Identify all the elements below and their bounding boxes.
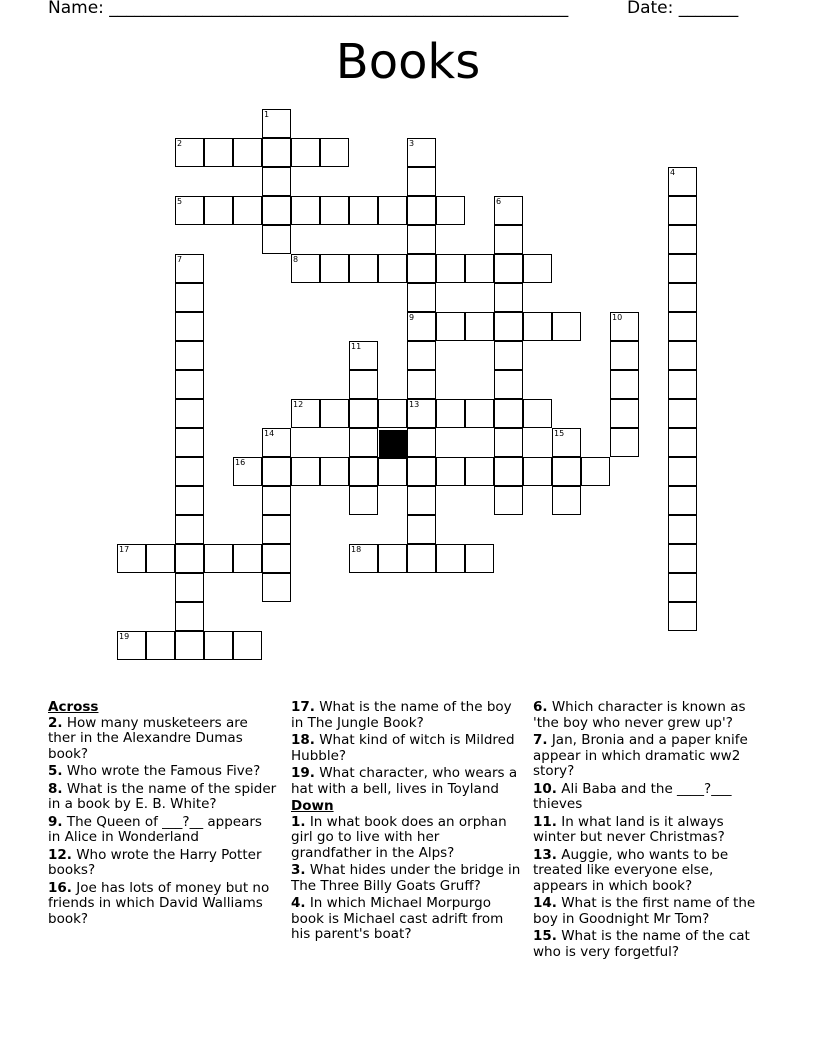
grid-cell[interactable] bbox=[494, 399, 523, 428]
grid-cell[interactable] bbox=[407, 167, 436, 196]
grid-cell[interactable] bbox=[175, 138, 204, 167]
clue-8: 8. What is the name of the spider in a book by E. B. White? bbox=[48, 780, 277, 812]
grid-cell[interactable] bbox=[349, 399, 378, 428]
grid-cell[interactable] bbox=[436, 312, 465, 341]
grid-cell[interactable] bbox=[552, 428, 581, 457]
grid-cell[interactable] bbox=[175, 457, 204, 486]
grid-cell[interactable] bbox=[581, 457, 610, 486]
grid-cell[interactable] bbox=[175, 312, 204, 341]
grid-cell[interactable] bbox=[407, 457, 436, 486]
grid-cell[interactable] bbox=[668, 312, 697, 341]
grid-cell[interactable] bbox=[523, 312, 552, 341]
across-clue-list-continued bbox=[291, 700, 523, 797]
down-clue-list bbox=[291, 815, 523, 943]
grid-cell[interactable] bbox=[523, 399, 552, 428]
grid-cell[interactable] bbox=[262, 138, 291, 167]
clue-13: 13. Auggie, who wants to be treated like everyone else, appears in which book? bbox=[533, 846, 729, 894]
grid-cell[interactable] bbox=[552, 486, 581, 515]
grid-cell[interactable] bbox=[175, 370, 204, 399]
grid-cell[interactable] bbox=[175, 486, 204, 515]
grid-cell[interactable] bbox=[204, 196, 233, 225]
grid-cell[interactable] bbox=[175, 573, 204, 602]
grid-cell[interactable] bbox=[436, 196, 465, 225]
clue-1: 1. In what book does an orphan girl go to live with her grandfather in the Alps? bbox=[291, 813, 507, 861]
black-cell bbox=[379, 430, 408, 459]
clue-number-3: 3 bbox=[409, 139, 415, 148]
grid-cell[interactable] bbox=[204, 138, 233, 167]
clue-6: 6. Which character is known as 'the boy who never grew up'? bbox=[533, 699, 746, 731]
grid-cell[interactable] bbox=[175, 544, 204, 573]
grid-cell[interactable] bbox=[291, 399, 320, 428]
grid-cell[interactable] bbox=[668, 428, 697, 457]
grid-cell[interactable] bbox=[233, 196, 262, 225]
grid-cell[interactable] bbox=[668, 544, 697, 573]
grid-cell[interactable] bbox=[668, 602, 697, 631]
grid-cell[interactable] bbox=[494, 370, 523, 399]
grid-cell[interactable] bbox=[146, 544, 175, 573]
grid-cell[interactable] bbox=[262, 573, 291, 602]
grid-cell[interactable] bbox=[465, 254, 494, 283]
grid-cell[interactable] bbox=[349, 370, 378, 399]
grid-cell[interactable] bbox=[668, 167, 697, 196]
grid-cell[interactable] bbox=[610, 399, 639, 428]
clue-4: 4. In which Michael Morpurgo book is Michael cast adrift from his parent's boat? bbox=[291, 895, 504, 942]
grid-cell[interactable] bbox=[552, 312, 581, 341]
grid-cell[interactable] bbox=[349, 544, 378, 573]
grid-cell[interactable] bbox=[204, 631, 233, 660]
grid-cell[interactable] bbox=[407, 341, 436, 370]
clue-number-11: 11 bbox=[351, 342, 362, 351]
grid-cell[interactable] bbox=[436, 399, 465, 428]
grid-cell[interactable] bbox=[320, 196, 349, 225]
grid-cell[interactable] bbox=[117, 631, 146, 660]
clue-number-6: 6 bbox=[496, 197, 502, 206]
grid-cell[interactable] bbox=[349, 254, 378, 283]
grid-cell[interactable] bbox=[610, 312, 639, 341]
grid-cell[interactable] bbox=[494, 254, 523, 283]
clue-number-19: 19 bbox=[119, 632, 130, 641]
grid-cell[interactable] bbox=[262, 109, 291, 138]
grid-cell[interactable] bbox=[233, 457, 262, 486]
grid-cell[interactable] bbox=[175, 283, 204, 312]
grid-cell[interactable] bbox=[668, 341, 697, 370]
grid-cell[interactable] bbox=[668, 486, 697, 515]
clues-column-1 bbox=[48, 700, 278, 929]
grid-cell[interactable] bbox=[668, 254, 697, 283]
grid-cell[interactable] bbox=[378, 196, 407, 225]
grid-cell[interactable] bbox=[494, 312, 523, 341]
grid-cell[interactable] bbox=[407, 399, 436, 428]
clue-number-2: 2 bbox=[177, 139, 183, 148]
grid-cell[interactable] bbox=[349, 457, 378, 486]
grid-cell[interactable] bbox=[523, 457, 552, 486]
grid-cell[interactable] bbox=[349, 341, 378, 370]
grid-cell[interactable] bbox=[668, 457, 697, 486]
across-heading: Across bbox=[48, 699, 99, 715]
grid-cell[interactable] bbox=[262, 515, 291, 544]
name-field-label: Name: ______________________________________________________ bbox=[48, 0, 569, 18]
grid-cell[interactable] bbox=[175, 254, 204, 283]
grid-cell[interactable] bbox=[668, 370, 697, 399]
clue-5: 5. Who wrote the Famous Five? bbox=[48, 763, 261, 779]
clue-number-18: 18 bbox=[351, 545, 362, 554]
grid-cell[interactable] bbox=[291, 457, 320, 486]
grid-cell[interactable] bbox=[262, 457, 291, 486]
grid-cell[interactable] bbox=[175, 602, 204, 631]
grid-cell[interactable] bbox=[436, 544, 465, 573]
grid-cell[interactable] bbox=[407, 428, 436, 457]
grid-cell[interactable] bbox=[668, 196, 697, 225]
grid-cell[interactable] bbox=[465, 312, 494, 341]
clue-number-10: 10 bbox=[612, 313, 623, 322]
date-field-label: Date: _______ bbox=[627, 0, 739, 18]
grid-cell[interactable] bbox=[378, 544, 407, 573]
grid-cell[interactable] bbox=[146, 631, 175, 660]
grid-cell[interactable] bbox=[465, 457, 494, 486]
grid-cell[interactable] bbox=[291, 254, 320, 283]
grid-cell[interactable] bbox=[233, 631, 262, 660]
grid-cell[interactable] bbox=[552, 457, 581, 486]
grid-cell[interactable] bbox=[175, 515, 204, 544]
grid-cell[interactable] bbox=[494, 428, 523, 457]
grid-cell[interactable] bbox=[407, 370, 436, 399]
grid-cell[interactable] bbox=[610, 428, 639, 457]
clue-number-14: 14 bbox=[264, 429, 275, 438]
grid-cell[interactable] bbox=[494, 225, 523, 254]
clue-number-12: 12 bbox=[293, 400, 304, 409]
clue-number-13: 13 bbox=[409, 400, 420, 409]
grid-cell[interactable] bbox=[407, 283, 436, 312]
grid-cell[interactable] bbox=[233, 544, 262, 573]
grid-cell[interactable] bbox=[610, 370, 639, 399]
grid-cell[interactable] bbox=[610, 341, 639, 370]
grid-cell[interactable] bbox=[407, 254, 436, 283]
grid-cell[interactable] bbox=[668, 283, 697, 312]
clue-17: 17. What is the name of the boy in The Jungle Book? bbox=[291, 699, 512, 731]
grid-cell[interactable] bbox=[262, 486, 291, 515]
clue-14: 14. What is the first name of the boy in Goodnight Mr Tom? bbox=[533, 895, 756, 927]
grid-cell[interactable] bbox=[262, 196, 291, 225]
grid-cell[interactable] bbox=[175, 631, 204, 660]
grid-cell[interactable] bbox=[668, 399, 697, 428]
grid-cell[interactable] bbox=[407, 138, 436, 167]
clue-18: 18. What kind of witch is Mildred Hubble? bbox=[291, 732, 515, 764]
grid-cell[interactable] bbox=[349, 196, 378, 225]
clues-column-3 bbox=[533, 700, 761, 962]
grid-cell[interactable] bbox=[117, 544, 146, 573]
clue-9: 9. The Queen of ___?__ appears in Alice in Wonderland bbox=[48, 813, 262, 845]
grid-cell[interactable] bbox=[175, 341, 204, 370]
clue-number-5: 5 bbox=[177, 197, 183, 206]
grid-cell[interactable] bbox=[320, 399, 349, 428]
grid-cell[interactable] bbox=[349, 486, 378, 515]
grid-cell[interactable] bbox=[494, 196, 523, 225]
grid-cell[interactable] bbox=[494, 486, 523, 515]
clue-19: 19. What character, who wears a hat with a bell, lives in Toyland bbox=[291, 765, 518, 797]
grid-cell[interactable] bbox=[494, 457, 523, 486]
grid-cell[interactable] bbox=[494, 341, 523, 370]
grid-cell[interactable] bbox=[175, 399, 204, 428]
down-clue-list-continued bbox=[533, 700, 761, 960]
grid-cell[interactable] bbox=[465, 544, 494, 573]
clue-2: 2. How many musketeers are ther in the Alexandre Dumas book? bbox=[48, 714, 248, 762]
clue-11: 11. In what land is it always winter but never Christmas? bbox=[533, 813, 725, 845]
grid-cell[interactable] bbox=[407, 225, 436, 254]
grid-cell[interactable] bbox=[407, 515, 436, 544]
grid-cell[interactable] bbox=[407, 486, 436, 515]
grid-cell[interactable] bbox=[378, 254, 407, 283]
grid-cell[interactable] bbox=[262, 167, 291, 196]
grid-cell[interactable] bbox=[465, 399, 494, 428]
grid-cell[interactable] bbox=[436, 457, 465, 486]
grid-cell[interactable] bbox=[320, 138, 349, 167]
grid-cell[interactable] bbox=[378, 399, 407, 428]
down-heading: Down bbox=[291, 798, 334, 814]
clue-number-1: 1 bbox=[264, 110, 270, 119]
clue-7: 7. Jan, Bronia and a paper knife appear in which dramatic ww2 story? bbox=[533, 732, 748, 779]
grid-cell[interactable] bbox=[668, 225, 697, 254]
clue-10: 10. Ali Baba and the ____?___ thieves bbox=[533, 780, 732, 812]
grid-cell[interactable] bbox=[668, 515, 697, 544]
clue-number-7: 7 bbox=[177, 255, 183, 264]
clue-15: 15. What is the name of the cat who is very forgetful? bbox=[533, 928, 750, 960]
grid-cell[interactable] bbox=[523, 254, 552, 283]
grid-cell[interactable] bbox=[291, 138, 320, 167]
grid-cell[interactable] bbox=[494, 283, 523, 312]
grid-cell[interactable] bbox=[262, 225, 291, 254]
clue-12: 12. Who wrote the Harry Potter books? bbox=[48, 846, 262, 878]
grid-cell[interactable] bbox=[233, 138, 262, 167]
grid-cell[interactable] bbox=[407, 544, 436, 573]
clue-number-8: 8 bbox=[293, 255, 299, 264]
clue-number-4: 4 bbox=[670, 168, 676, 177]
grid-cell[interactable] bbox=[320, 254, 349, 283]
grid-cell[interactable] bbox=[349, 428, 378, 457]
clue-16: 16. Joe has lots of money but no friends in which David Walliams book? bbox=[48, 879, 270, 927]
clue-number-9: 9 bbox=[409, 313, 415, 322]
clue-number-17: 17 bbox=[119, 545, 130, 554]
grid-cell[interactable] bbox=[204, 544, 233, 573]
grid-cell[interactable] bbox=[378, 457, 407, 486]
grid-cell[interactable] bbox=[407, 196, 436, 225]
grid-cell[interactable] bbox=[262, 544, 291, 573]
clue-3: 3. What hides under the bridge in The Three Billy Goats Gruff? bbox=[291, 862, 521, 894]
across-clue-list bbox=[48, 716, 278, 928]
grid-cell[interactable] bbox=[320, 457, 349, 486]
clue-number-15: 15 bbox=[554, 429, 565, 438]
grid-cell[interactable] bbox=[668, 573, 697, 602]
grid-cell[interactable] bbox=[175, 196, 204, 225]
clues-column-2 bbox=[291, 700, 523, 945]
grid-cell[interactable] bbox=[407, 312, 436, 341]
grid-cell[interactable] bbox=[175, 428, 204, 457]
clue-number-16: 16 bbox=[235, 458, 246, 467]
grid-cell[interactable] bbox=[262, 428, 291, 457]
grid-cell[interactable] bbox=[291, 196, 320, 225]
page-title: Books bbox=[335, 34, 481, 90]
grid-cell[interactable] bbox=[436, 254, 465, 283]
